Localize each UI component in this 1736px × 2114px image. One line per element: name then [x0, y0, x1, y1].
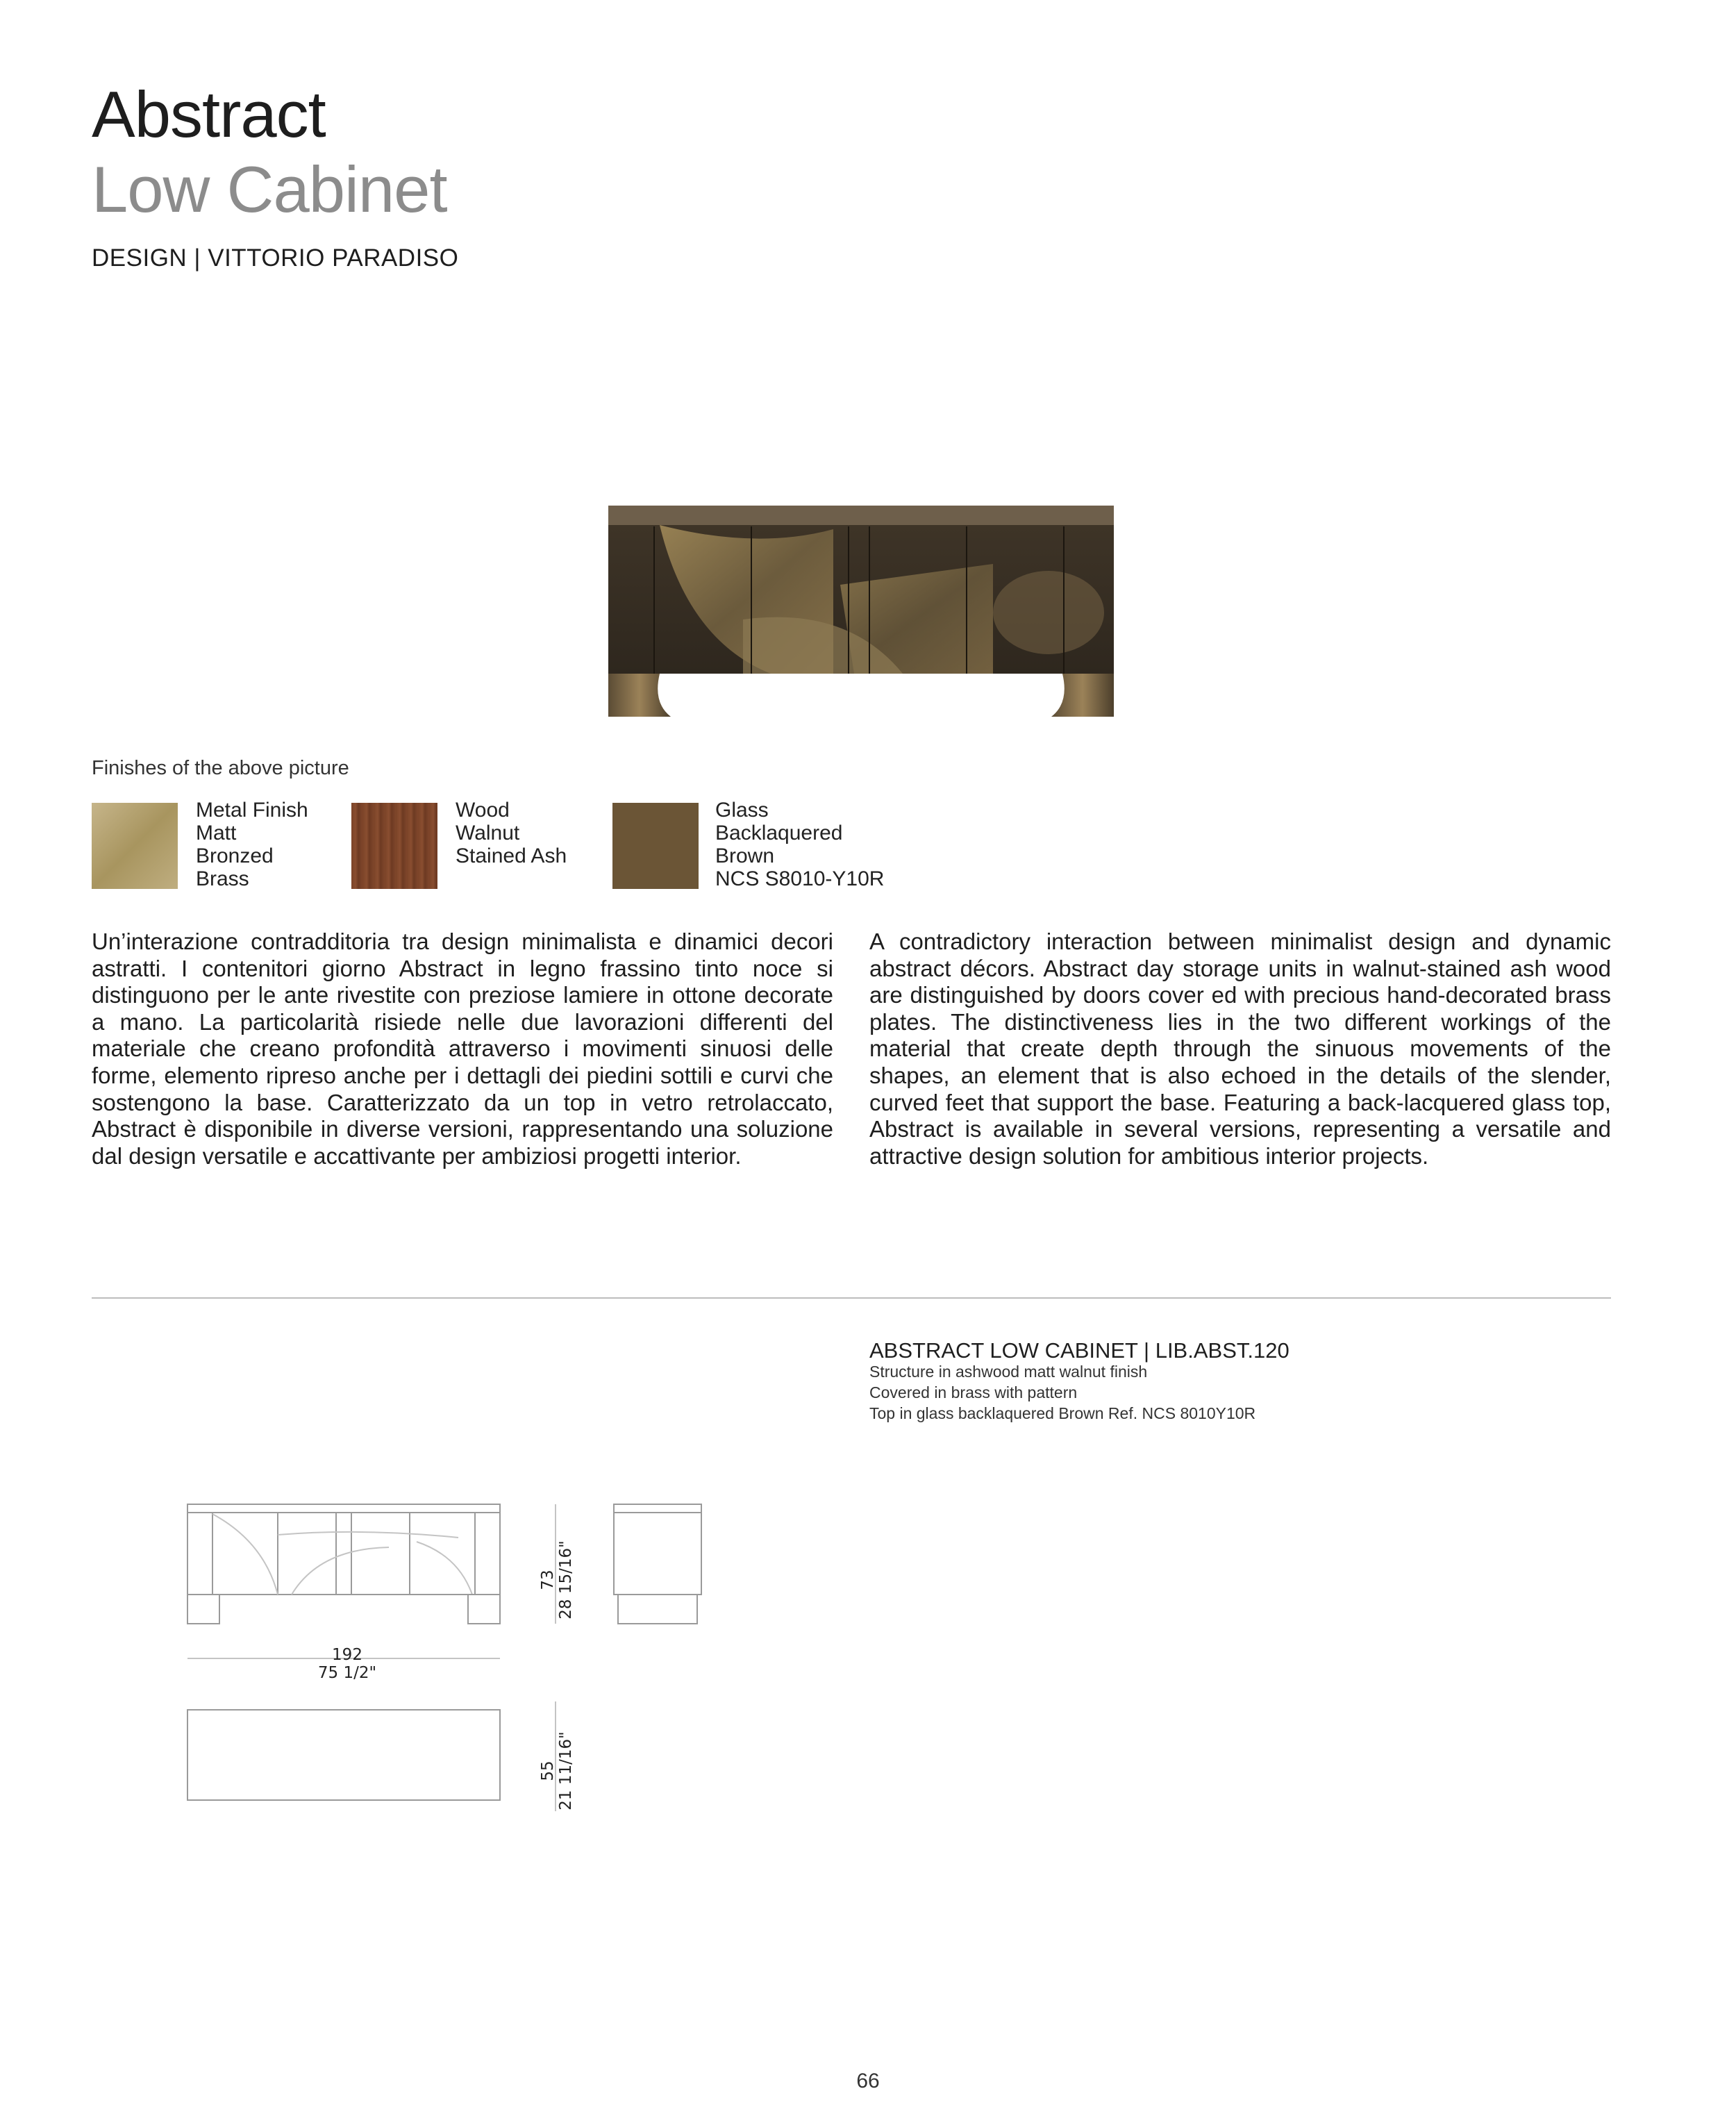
height-dimension: 73 28 15/16" — [539, 1540, 575, 1620]
left-foot — [608, 674, 671, 717]
brass-ellipse — [993, 571, 1104, 654]
product-title: Abstract — [92, 78, 326, 151]
section-divider — [92, 1297, 1611, 1299]
front-view-left-foot — [187, 1595, 219, 1624]
depth-dimension: 55 21 11/16" — [539, 1731, 575, 1811]
technical-drawings — [181, 1493, 736, 1813]
front-view-right-foot — [468, 1595, 500, 1624]
swatch-brass-label: Metal Finish Matt Bronzed Brass — [196, 799, 308, 890]
description-english: A contradictory interaction between minimalist design and dynamic abstract décors. Abstract day storage units in walnut-stained ash wood are distinguished by doors cover ed with precious hand-decorated brass plates. The distinctiveness lies in the two different workings of the material that create depth through the sinuous movements of the shapes, an element that is also echoed in the details of the slender, curved feet that support the base. Featuring a back-lacquered glass top, Abstract is available in several versions, representing a versatile and attractive design solution for ambitious interior projects. — [869, 929, 1611, 1169]
swatch-walnut — [351, 803, 437, 889]
spec-line-structure: Structure in ashwood matt walnut finish — [869, 1363, 1148, 1381]
swatch-walnut-label: Wood Walnut Stained Ash — [456, 799, 567, 867]
side-view-base — [618, 1595, 697, 1624]
product-photo — [604, 501, 1118, 724]
right-foot — [1051, 674, 1114, 717]
designer-credit: DESIGN | VITTORIO PARADISO — [92, 244, 459, 272]
swatch-brass — [92, 803, 178, 889]
side-view-body — [614, 1504, 701, 1595]
swatch-glass — [612, 803, 699, 889]
spec-line-top: Top in glass backlaquered Brown Ref. NCS 8010Y10R — [869, 1404, 1256, 1422]
finishes-label: Finishes of the above picture — [92, 757, 349, 779]
swatch-glass-label: Glass Backlaquered Brown NCS S8010-Y10R — [715, 799, 885, 890]
width-dimension: 192 75 1/2" — [317, 1646, 377, 1682]
front-view-body — [187, 1504, 500, 1595]
product-subtitle: Low Cabinet — [92, 153, 447, 226]
cabinet-top — [608, 506, 1114, 526]
spec-title: ABSTRACT LOW CABINET | LIB.ABST.120 — [869, 1338, 1290, 1363]
page-number: 66 — [856, 2070, 880, 2092]
top-view — [187, 1710, 500, 1800]
description-italian: Un’interazione contradditoria tra design minimalista e dinamici decori astratti. I contenitori giorno Abstract in legno frassino tinto noce si distinguono per le ante rivestite con preziose lamiere in ottone decorate a mano. La particolarità risiede nelle due lavorazioni differenti del materiale che creano profondità attraverso i movimenti sinuosi delle forme, elemento ripreso anche per i dettagli dei piedini sottili e curvi che sostengono la base. Caratterizzato da un top in vetro retrolaccato, Abstract è disponibile in diverse versioni, rappresentando una soluzione dal design versatile e accattivante per ambiziosi progetti interior. — [92, 929, 833, 1169]
spec-line-cover: Covered in brass with pattern — [869, 1383, 1078, 1401]
